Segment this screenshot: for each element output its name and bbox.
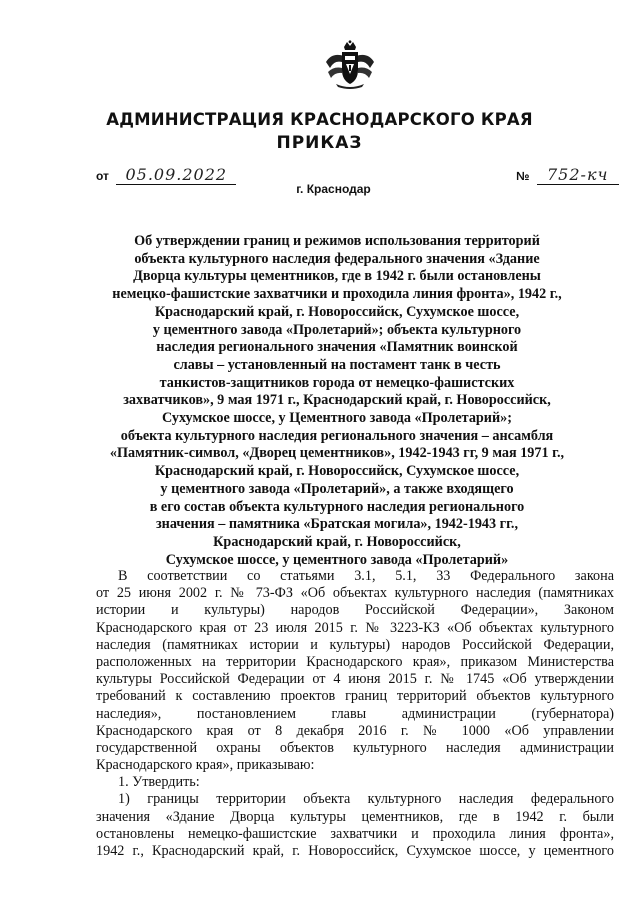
body-line: 1942 г., Краснодарский край, г. Новороссийск, Сухумское шоссе, у цементного	[96, 843, 614, 859]
title-line: у цементного завода «Пролетарий», а также входящего	[160, 480, 514, 497]
title-line: объекта культурного наследия регионального значения – ансамбля	[120, 427, 554, 444]
body-line: значения «Здание Дворца культуры цементников, где в 1942 г. были	[96, 808, 614, 825]
document-title	[104, 233, 570, 569]
organization-name: АДМИНИСТРАЦИЯ КРАСНОДАРСКОГО КРАЯ	[106, 110, 533, 129]
body-line: Краснодарского края», приказываю:	[96, 757, 315, 774]
title-line: наследия регионального значения «Памятник воинской	[156, 339, 518, 356]
title-line: немецко-фашистские захватчики и проходила линия фронта», 1942 г.,	[112, 286, 562, 303]
title-line: Сухумское шоссе, у цементного завода «Пролетарий»	[165, 551, 509, 568]
title-line: славы – установленный на постамент танк в честь	[173, 356, 501, 373]
title-line: захватчиков», 9 мая 1971 г., Краснодарский край, г. Новороссийск,	[123, 392, 551, 409]
title-line: объекта культурного наследия федерального значения «Здание	[134, 250, 540, 267]
krasnodar-coat-of-arms-icon	[322, 40, 378, 90]
document-body	[96, 568, 614, 860]
body-line: требований к составлению проектов границ территорий объектов культурного	[96, 688, 614, 705]
body-line: от 25 июня 2002 г. № 73-ФЗ «Об объектах культурного наследия (памятниках	[96, 585, 614, 602]
body-line: государственной охраны объектов культурного наследия администрации	[96, 739, 614, 756]
title-line: Сухумское шоссе, у Цементного завода «Пролетарий»;	[162, 410, 512, 427]
number-prefix: №	[516, 169, 530, 183]
body-line: наследия», постановлением главы администрации (губернатора)	[96, 705, 614, 722]
title-line: Краснодарский край, г. Новороссийск, Сухумское шоссе,	[154, 303, 520, 320]
body-line: Краснодарского края от 23 июля 2015 г. № 3223-КЗ «Об объектах культурного	[96, 619, 614, 636]
date-value: 05.09.2022	[116, 166, 236, 185]
body-line: расположенных на территории Краснодарского края», приказом Министерства	[96, 653, 614, 670]
title-line: Краснодарский край, г. Новороссийск, Сухумское шоссе,	[154, 463, 520, 480]
body-line: Краснодарского края от 8 декабря 2016 г. № 1000 «Об управлении	[96, 722, 614, 739]
title-line: Краснодарский край, г. Новороссийск,	[213, 533, 461, 550]
body-line: культуры Российской Федерации от 4 июня 2015 г. № 1745 «Об утверждении	[96, 671, 614, 688]
body-line: 1) границы территории объекта культурного наследия федерального	[118, 791, 614, 808]
body-line: 1. Утвердить:	[118, 774, 200, 791]
document-type: ПРИКАЗ	[276, 133, 363, 153]
body-line: истории и культуры) народов Российской Федерации», Законом	[96, 602, 614, 619]
title-line: Дворца культуры цементников, где в 1942 г. были остановлены	[133, 268, 541, 285]
body-line: остановлены немецко-фашистские захватчики и проходила линия фронта»,	[96, 825, 614, 842]
title-line: Об утверждении границ и режимов использования территорий	[134, 233, 540, 249]
city-label: г. Краснодар	[296, 182, 371, 196]
title-line: значения – памятника «Братская могила», 1942-1943 гг.,	[155, 516, 519, 533]
body-line: наследия (памятниках истории и культуры) народов Российской Федерации,	[96, 636, 614, 653]
title-line: у цементного завода «Пролетарий»; объекта культурного	[152, 321, 522, 338]
title-line: танкистов-защитников города от немецко-фашистских	[159, 374, 515, 391]
title-line: «Памятник-символ, «Дворец цементников», 1942-1943 гг, 9 мая 1971 г.,	[109, 445, 565, 462]
number-value: 752-кч	[537, 166, 619, 185]
date-prefix: от	[96, 169, 109, 183]
body-line: В соответствии со статьями 3.1, 5.1, 33 Федерального закона	[118, 568, 614, 584]
title-line: в его состав объекта культурного наследия регионального	[149, 498, 525, 515]
